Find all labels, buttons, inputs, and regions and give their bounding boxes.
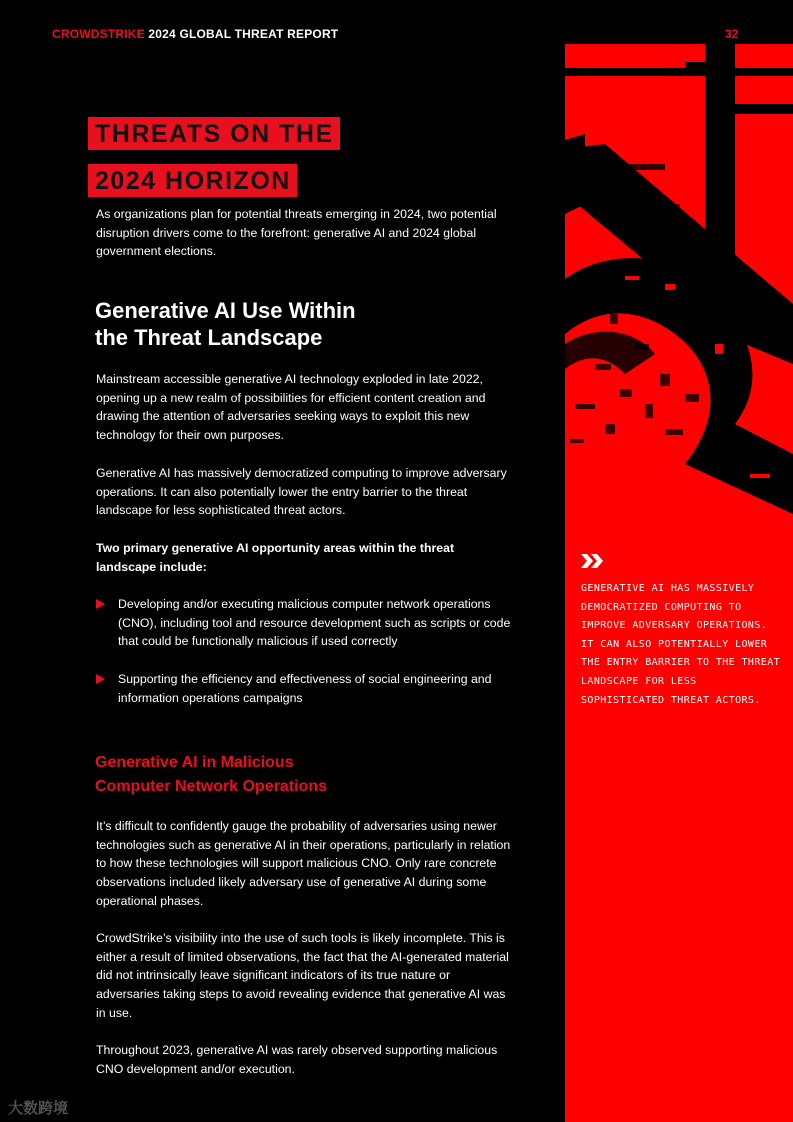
- heading-line-1: Generative AI Use Within: [95, 298, 356, 323]
- section1-paragraph-1: Mainstream accessible generative AI technology exploded in late 2022, opening up a new realm of possibilities for efficient content creation and drawing the attention of adversaries seeking ways to exploit this new technology for their own purposes.: [96, 372, 486, 443]
- section-heading-generative-ai: [95, 297, 356, 351]
- heading-line-2: Computer Network Operations: [95, 778, 328, 795]
- section1-lead: Two primary generative AI opportunity areas within the threat landscape include:: [96, 541, 455, 574]
- heading-line-1: Generative AI in Malicious: [95, 754, 294, 771]
- report-title: 2024 GLOBAL THREAT REPORT: [148, 27, 339, 41]
- pull-quote: GENERATIVE AI HAS MASSIVELY DEMOCRATIZED COMPUTING TO IMPROVE ADVERSARY OPERATIONS. IT CAN ALSO POTENTIALLY LOWER THE ENTRY BARRIER TO THE THREAT LANDSCAPE FOR LESS SOPHISTICATED THREAT ACTORS.: [581, 583, 781, 706]
- section2-paragraph-3: Throughout 2023, generative AI was rarely observed supporting malicious CNO development and/or execution.: [96, 1043, 498, 1076]
- brand-name: CROWDSTRIKE: [52, 27, 145, 41]
- page-number: 32: [725, 27, 739, 41]
- page-title: [88, 117, 340, 197]
- title-line-2: 2024 HORIZON: [88, 164, 297, 197]
- triangle-bullet-icon: [96, 599, 105, 609]
- title-line-1: THREATS ON THE: [88, 117, 340, 150]
- section1-paragraph-2: Generative AI has massively democratized computing to improve adversary operations. It can also potentially lower the entry barrier to the threat landscape for less sophisticated threat actors.: [96, 466, 507, 518]
- section-heading-malicious-cno: [95, 751, 327, 799]
- list-item-text: Developing and/or executing malicious computer network operations (CNO), including tool and resource development such as scripts or code that could be functionally malicious if used correctly: [118, 597, 511, 649]
- section2-paragraph-2: CrowdStrike’s visibility into the use of such tools is likely incomplete. This is either a result of limited observations, the fact that the AI-generated material did not intrinsically leave significant indicators of its true nature or adversaries taking steps to avoid revealing evidence that generative AI was in use.: [96, 931, 509, 1020]
- heading-line-2: the Threat Landscape: [95, 325, 323, 350]
- intro-paragraph: As organizations plan for potential threats emerging in 2024, two potential disruption drivers come to the forefront: generative AI and 2024 global government elections.: [96, 207, 497, 259]
- report-header: [52, 27, 338, 41]
- section2-paragraph-1: It’s difficult to confidently gauge the probability of adversaries using newer technologies such as generative AI in their operations, particularly in relation to how these technologies will support malicious CNO. Only rare concrete observations included likely adversary use of generative AI during some operational phases.: [96, 819, 511, 908]
- list-item-text: Supporting the efficiency and effectiveness of social engineering and information operations campaigns: [118, 672, 492, 705]
- watermark: 大数跨境: [8, 1100, 69, 1117]
- list-item: [96, 670, 516, 707]
- double-chevron-icon: [581, 554, 603, 573]
- list-item: [96, 595, 516, 651]
- triangle-bullet-icon: [96, 674, 105, 684]
